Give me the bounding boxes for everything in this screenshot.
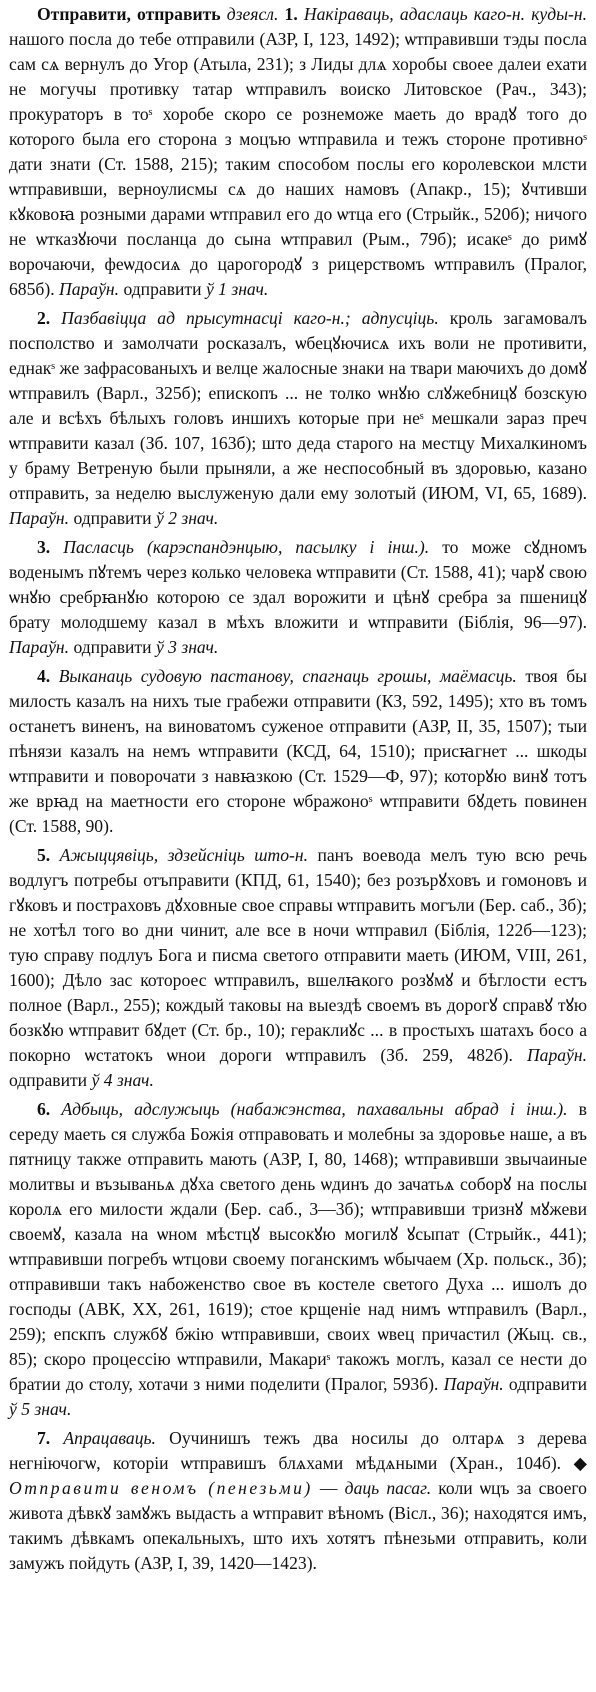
text-run: Параўн. (59, 279, 120, 299)
text-run: Оучинишъ тежъ два носилы до олтарѧ з дерева негніючогѡ, которіи ѡтправишъ блѧхами мѣдѧными (Хран., 104б). ◆ (9, 1428, 587, 1473)
text-run: коли ѡцъ за своего живота дѣвкꙋ замꙋжъ выдасть а ѡтправит вѣномъ (Вісл., 36); находятся имъ, такимъ дѣвкамъ опекальныхъ, што ихъ хотятъ пѣнезьми отправить, коли замужъ пойдуть (АЗР, I, 39, 1420—1423). (9, 1478, 587, 1573)
text-run: ў 2 знач. (155, 508, 219, 528)
text-run: Пасласць (карэспандэнцыю, пасылку і інш.). (50, 537, 430, 557)
text-run: ў 5 знач. (9, 1399, 72, 1419)
text-run: кроль загамовалъ посполство и замолчати росказалъ, ѡбецꙋючисѧ ихъ воли не противити, еднакˢ же зафрасованыхъ и велце жалосные знаки на твари маючихъ до домꙋ ѡтправилъ (Варл., 325б); епископъ ... не толко ѡнꙋю слꙋжебницꙋ бозскую але и всѣхъ бѣлыхъ головъ иншихъ которые при неˢ мешкали зараз преч ѡтправити казал (Зб. 107, 163б); што деда старого на местцу Михалкиномъ у браму Ветреную были прыняли, а же неспособный въ здоровью, казано отправить, за неделю выслуженую дали ему золотый (ИЮМ, VI, 65, 1689). (9, 308, 588, 503)
text-run: Апрацаваць. (50, 1428, 156, 1448)
text-run: Отправити, отправить (37, 4, 221, 24)
text-run: ў 4 знач. (91, 1070, 154, 1090)
sense-paragraph-3 (9, 535, 587, 660)
sense-paragraph-6 (9, 1097, 587, 1422)
text-run: Параўн. (9, 637, 70, 657)
sense-paragraph-5 (9, 843, 587, 1093)
text-run: одправити (69, 508, 156, 528)
sense-paragraph-2 (9, 306, 587, 531)
text-run: в середу маеть ся служба Божія отправовать и молебны за здоровье наше, а въ пятницу также отправить мають (АЗР, I, 80, 1468); ѡтправивши звычаиные молитвы и възываньѧ дꙋха светого день ѡдинъ до зачатьѧ соборꙋ на послы королѧ его милости ждали (Бер. саб., 3—3б); ѡтправивши тризнꙋ мꙋжеви своемꙋ, казала на ѡном мѣстцꙋ высокꙋю могилꙋ ꙋсыпат (Стрыйк., 441); ѡтправивши погребъ ѡтцови своему поганскимъ ѡбычаем (Хр. польск., 3б); отправивши такъ набоженство свое въ костеле светого Духа ... ишолъ до господы (АВК, XX, 261, 1619); стое крщеніе над нимъ ѡтправилъ (Варл., 259); епскпъ службꙋ бжію ѡтправивши, своих ѡвец причастил (Жыц. св., 85); скоро процессію ѡтправили, Макариˢ такожъ моглъ, казал се нести до братии до столу, хотачи з ними поделити (Пралог, 593б). (9, 1099, 587, 1394)
text-run: 1. (284, 4, 298, 24)
sense-paragraph-7 (9, 1426, 587, 1576)
text-run: ў 3 знач. (155, 637, 219, 657)
text-run: нашого посла до тебе отправили (АЗР, I, 123, 1492); ѡтправивши тэды посла сам сѧ вернулъ до Угор (Атыла, 231); з Лиды длѧ хоробы своее далеи ехати не могучы противку татар ѡтправилъ воиско Литовское (Рач., 343); прокураторъ в тоˢ хоробе скоро се рознеможе маеть до врадꙋ того до которого была его сторона з моцъю ѡтправила и тежъ стороне противноˢ дати знати (Ст. 1588, 215); таким способом послы его королевскои млсти ѡтправивши, верноулисмы сѧ до наших намовъ (Апакр., 15); ꙋчтивши кꙋковоꙗ розными дарами ѡтправил его до ѡтца его (Стрыйк., 520б); ничого не ѡтказꙋючи посланца до сына ѡтправил (Рым., 79б); исакеˢ до римꙋ ворочаючи, феѡдосиѧ до царогородꙋ з рицерствомъ ѡтправилъ (Пралог, 685б). (9, 29, 587, 299)
entry-paragraph (9, 2, 587, 302)
text-run: 3. (37, 537, 51, 557)
text-run: Ажыццявіць, здзейсніць што-н. (50, 845, 309, 865)
text-run: Параўн. (9, 508, 70, 528)
text-run: одправити (119, 279, 206, 299)
text-run: Параўн. (526, 1045, 587, 1065)
text-run: 2. (37, 308, 51, 328)
text-run: одправити (503, 1374, 588, 1394)
text-run: Пазбавіцца ад прысутнасці каго-н.; адпусціць. (50, 308, 439, 328)
text-run: Отправити веномъ (пенезьми) (9, 1478, 313, 1498)
text-run: ў 1 знач. (205, 279, 269, 299)
text-run: дзеясл. (220, 4, 285, 24)
text-run: панъ воевода мелъ тую всю речь водлугъ потребы отъправити (КПД, 61, 1540); без розърꙋховъ и гомоновъ и гꙋковъ и постраховъ дꙋховные свое справы ѡтправить могъли (Бер. саб., 3б); не хотѣл того во дни чинит, але все в ночи ѡтправил (Біблія, 122б—123); тую справу подлуъ Бога и писма светого отправити маеть (ИЮМ, VIII, 261, 1600); Дѣло зас котороес ѡтправилъ, вшелꙗкого розꙋмꙋ и бѣглости естъ полное (Варл., 255); кождый таковы на выездѣ своемъ въ дорогꙋ справꙋ тꙋю бозкꙋю ѡтправит бꙋдет (Ст. бр., 10); гераклиꙋс ... в простыхъ шатахъ босо а покорно ѡстатокъ ѡнои дороги ѡтправилъ (Зб. 259, 482б). (9, 845, 587, 1065)
text-run: 7. (37, 1428, 51, 1448)
sense-paragraph-4 (9, 664, 587, 839)
text-run: 6. (37, 1099, 51, 1119)
text-run: Параўн. (443, 1374, 504, 1394)
text-run: одправити (9, 1070, 92, 1090)
text-run: то може сꙋдномъ воденымъ пꙋтемъ через колько человека ѡтправити (Ст. 1588, 41); чарꙋ свою ѡнꙋю сребрꙗнꙋю которою се здал ворожити и цѣнꙋ сребра за пшеницꙋ брату молодшему казал в мѣхъ вложити и ѡтправити (Біблія, 96—97). (9, 537, 587, 632)
text-run: Адбыць, адслужыць (набажэнства, пахавальны абрад і інш.). (50, 1099, 568, 1119)
text-run: Выканаць судовую пастанову, спагнаць грошы, маёмасць. (50, 666, 517, 686)
text-run: 5. (37, 845, 51, 865)
text-run: Накіраваць, адаслаць каго-н. куды-н. (297, 4, 587, 24)
text-run: твоя бы милость казалъ на нихъ тые грабежи отправити (КЗ, 592, 1495); хто въ томъ останетъ виненъ, на виноватомъ суженое отправити (АЗР, II, 35, 1507); тыи пѣнязи казалъ на немъ ѡтправити (КСД, 64, 1510); присꙗгнет ... шкоды ѡтправити и поворочати з навꙗзкою (Ст. 1529—Ф, 97); которꙋю винꙋ тотъ же врꙗд на маетности его стороне ѡбражоноˢ ѡтправити бꙋдеть повинен (Ст. 1588, 90). (9, 666, 587, 836)
text-run: — (312, 1478, 345, 1498)
text-run: 4. (37, 666, 51, 686)
text-run: даць пасаг. (344, 1478, 432, 1498)
text-run: одправити (69, 637, 156, 657)
